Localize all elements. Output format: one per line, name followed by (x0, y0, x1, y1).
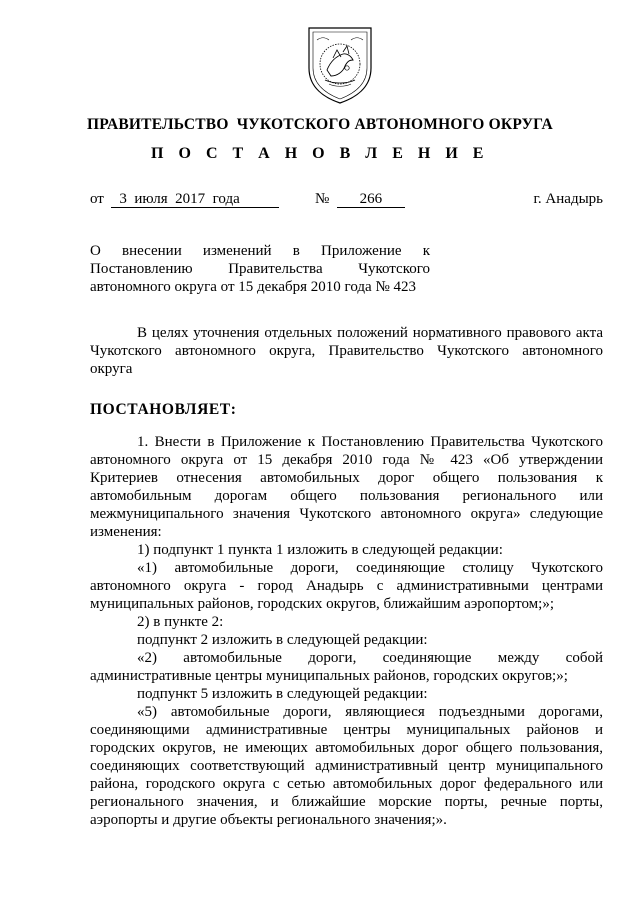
decree-heading: ПОСТАНОВЛЯЕТ: (90, 401, 237, 418)
clause-line: 1) подпункт 1 пункта 1 изложить в следующей редакции: (137, 542, 503, 558)
clause-line: 2) в пункте 2: (137, 614, 224, 630)
clause-line: 1. Внести в Приложение к Постановлению Правительства Чукотского (137, 434, 603, 450)
preamble-line: В целях уточнения отдельных положений нормативного правового акта (137, 325, 603, 341)
clause-line: муниципальных районов, городских округов, ближайшим аэропортом;»; (90, 596, 555, 612)
clause-line: «5) автомобильные дороги, являющиеся подъездными дорогами, (137, 704, 603, 720)
preamble-line: Чукотского автономного округа, Правительство Чукотского автономного (90, 343, 603, 359)
subject-line: О внесении изменений в Приложение к (90, 243, 430, 259)
clause-line: «2) автомобильные дороги, соединяющие между собой (137, 650, 603, 666)
date-value: 3 июля 2017 года (111, 191, 279, 208)
clause-line: автономного округа от 15 декабря 2010 года № 423 «Об утверждении (90, 452, 603, 468)
document-subject (90, 242, 430, 296)
document-meta-row (90, 191, 603, 211)
clause-line: района, городского округа с сетью автомобильных дорог федерального или (90, 776, 603, 792)
clause-line: межмуниципального значения Чукотского автономного округа» следующие (90, 506, 603, 522)
city: г. Анадырь (533, 191, 603, 207)
clause-line: подпункт 5 изложить в следующей редакции: (137, 686, 428, 702)
clause-line: «1) автомобильные дороги, соединяющие столицу Чукотского (137, 560, 603, 576)
number-value: 266 (337, 191, 405, 208)
subject-line: Постановлению Правительства Чукотского (90, 261, 430, 277)
number-block (315, 191, 405, 208)
coat-of-arms-emblem (303, 24, 377, 106)
date-prefix: от (90, 191, 104, 207)
clause-line: аэропорты и другие объекты регионального значения;». (90, 812, 447, 828)
preamble (90, 324, 603, 378)
clause-line: Критериев отнесения автомобильных дорог общего пользования к (90, 470, 603, 486)
clause-line: соединяющими административные центры муниципальных районов и (90, 722, 603, 738)
number-prefix: № (315, 191, 330, 207)
date-block (90, 191, 279, 208)
decree-body (90, 433, 603, 829)
organization-title: ПРАВИТЕЛЬСТВО ЧУКОТСКОГО АВТОНОМНОГО ОКРУГА (87, 116, 553, 133)
clause-line: городских округов, не имеющих автомобильных дорог общего пользования, (90, 740, 603, 756)
subject-line: автономного округа от 15 декабря 2010 года № 423 (90, 279, 417, 295)
clause-line: административные центры муниципальных районов, городских округов;»; (90, 668, 568, 684)
preamble-line: округа (90, 361, 133, 377)
clause-line: подпункт 2 изложить в следующей редакции: (137, 632, 428, 648)
clause-line: автономного округа - город Анадырь с административными центрами (90, 578, 603, 594)
document-type-heading: П О С Т А Н О В Л Е Н И Е (151, 145, 489, 162)
clause-line: изменения: (90, 524, 162, 540)
clause-line: регионального значения, и ближайшие морские порты, речные порты, (90, 794, 603, 810)
clause-line: автомобильным дорогам общего пользования регионального или (90, 488, 603, 504)
clause-line: соединяющих соответствующий административный центр муниципального (90, 758, 603, 774)
